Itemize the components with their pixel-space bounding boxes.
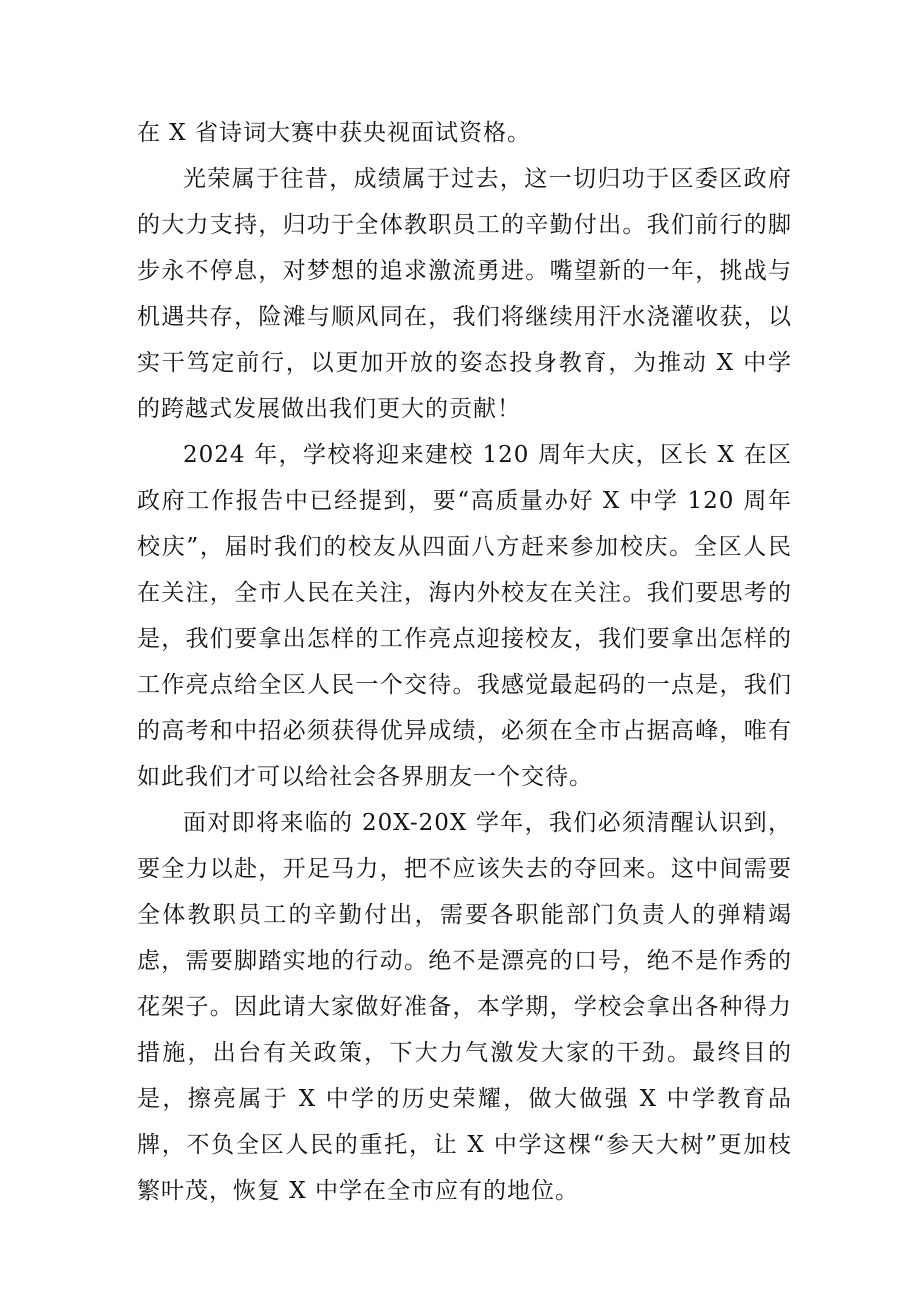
paragraph-new-school-year: 面对即将来临的 20X-20X 学年，我们必须清醒认识到，要全力以赴，开足马力，把不应该失去的夺回来。这中间需要全体教职员工的辛勤付出，需要各职能部门负责人的弹精竭虑，需要脚踏实地的行动。绝不是漂亮的口号，绝不是作秀的花架子。因此请大家做好准备，本学期，学校会拿出各种得力措施，出台有关政策，下大力气激发大家的干劲。最终目的是，擦亮属于 X 中学的历史荣耀，做大做强 X 中学教育品牌，不负全区人民的重托，让 X 中学这棵“参天大树”更加枝繁叶茂，恢复 X 中学在全市应有的地位。 (137, 810, 792, 1204)
paragraph-continuation: 在 X 省诗词大赛中获央视面试资格。 (137, 120, 531, 146)
document-body (137, 110, 792, 1214)
paragraph-anniversary: 2024 年，学校将迎来建校 120 周年大庆，区长 X 在区政府工作报告中已经提到，要“高质量办好 X 中学 120 周年校庆”，届时我们的校友从四面八方赶来参加校庆。全区人民在关注，全市人民在关注，海内外校友在关注。我们要思考的是，我们要拿出怎样的工作亮点迎接校友，我们要拿出怎样的工作亮点给全区人民一个交待。我感觉最起码的一点是，我们的高考和中招必须获得优异成绩，必须在全市占据高峰，唯有如此我们才可以给社会各界朋友一个交待。 (137, 442, 792, 790)
paragraph-glory-past: 光荣属于往昔，成绩属于过去，这一切归功于区委区政府的大力支持，归功于全体教职员工的辛勤付出。我们前行的脚步永不停息，对梦想的追求激流勇进。嘴望新的一年，挑战与机遇共存，险滩与顺风同在，我们将继续用汗水浇灌收获，以实干笃定前行，以更加开放的姿态投身教育，为推动 X 中学的跨越式发展做出我们更大的贡献！ (137, 166, 792, 422)
